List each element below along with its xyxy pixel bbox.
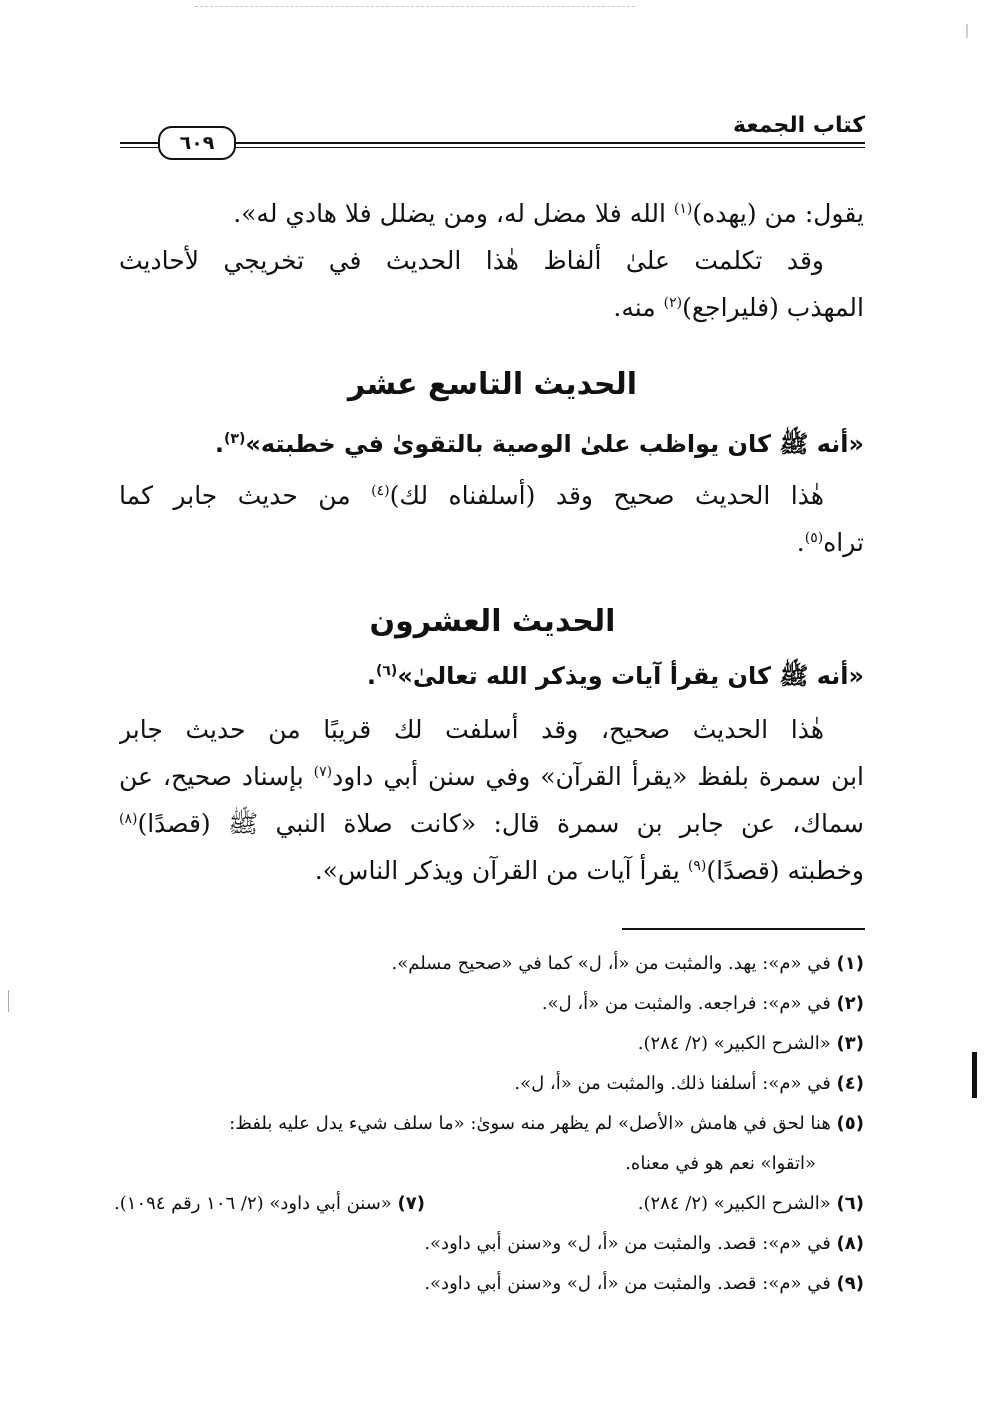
section-title-20: الحديث العشرون: [369, 604, 616, 639]
footnote-ref[interactable]: (٩): [687, 858, 707, 874]
text-run: الله فلا مضل له، ومن يضلل فلا هادي له».: [233, 199, 674, 228]
text-line: [119, 472, 864, 519]
footnote-1: [114, 944, 864, 984]
footnote-text: في «م»: يهد. والمثبت من «أ، ل» كما في «صحيح مسلم».: [391, 953, 837, 974]
text-run: يقول: من (يهده): [692, 199, 864, 228]
text-run: هٰذا الحديث صحيح وقد (أسلفناه لك): [389, 481, 825, 510]
footnote-ref[interactable]: (٦): [375, 663, 398, 679]
text-run: من حديث جابر كما: [119, 481, 372, 510]
footnote-7: [114, 1184, 425, 1224]
footnote-text: في «م»: قصد. والمثبت من «أ، ل» و«سنن أبي داود».: [424, 1273, 837, 1294]
footnote-number: (٤): [836, 1073, 864, 1094]
text-run: .: [214, 430, 224, 458]
footnote-4: [114, 1064, 864, 1104]
footnote-6-7: [114, 1184, 864, 1224]
text-line: [119, 847, 864, 894]
running-title: كتاب الجمعة: [733, 113, 865, 138]
section-20-body: [119, 706, 864, 894]
text-line: [119, 519, 864, 566]
text-line: [119, 190, 864, 237]
text-run: .: [796, 528, 805, 557]
text-run: وخطبته (قصدًا): [706, 856, 864, 885]
footnote-number: (٢): [836, 993, 864, 1014]
section-title-19: الحديث التاسع عشر: [347, 367, 638, 402]
hadith-quote-20: [119, 656, 864, 696]
scan-margin-tick: [8, 990, 9, 1012]
text-run: سماك، عن جابر بن سمرة قال: «كانت صلاة النبي ﷺ (قصدًا): [137, 809, 864, 838]
text-run: المهذب (فليراجع): [682, 293, 864, 322]
footnote-ref[interactable]: (٥): [804, 530, 824, 546]
text-line: هٰذا الحديث صحيح، وقد أسلفت لك قريبًا من حديث جابر: [119, 715, 824, 744]
footnote-ref[interactable]: (١): [673, 201, 693, 217]
footnote-number: (١): [836, 953, 864, 974]
footnote-ref[interactable]: (٨): [119, 811, 138, 827]
text-run: يقرأ آيات من القرآن ويذكر الناس».: [314, 856, 688, 885]
page-number: ٦٠٩: [158, 126, 236, 160]
footnote-2: [114, 984, 864, 1024]
hadith-quote-19: [119, 424, 864, 464]
text-line: [119, 800, 864, 847]
footnotes: [114, 944, 864, 1304]
text-line: [119, 284, 864, 331]
text-run: «أنه ﷺ كان يواظب علىٰ الوصية بالتقوىٰ في خطبته»: [245, 430, 864, 458]
footnote-text: هنا لحق في هامش «الأصل» لم يظهر منه سوىٰ: «ما سلف شيء يدل عليه بلفظ:: [229, 1113, 837, 1134]
footnote-6: [638, 1184, 864, 1224]
scan-artifact: [966, 24, 968, 38]
footnote-text: في «م»: فراجعه. والمثبت من «أ، ل».: [541, 993, 837, 1014]
footnote-ref[interactable]: (٧): [313, 764, 333, 780]
footnote-8: [114, 1224, 864, 1264]
text-line: [119, 753, 864, 800]
footnote-number: (٩): [836, 1273, 864, 1294]
footnote-number: (٦): [836, 1193, 864, 1214]
footnote-number: (٨): [836, 1233, 864, 1254]
footnote-text: «الشرح الكبير» (٢/ ٢٨٤).: [637, 1193, 837, 1214]
page-header: [120, 112, 865, 152]
footnote-ref[interactable]: (٢): [663, 295, 683, 311]
footnote-ref[interactable]: (٤): [371, 483, 390, 499]
text-run: .: [366, 662, 376, 690]
section-19-body: [119, 472, 864, 566]
footnote-text: في «م»: أسلفنا ذلك. والمثبت من «أ، ل».: [514, 1073, 837, 1094]
text-run: «أنه ﷺ كان يقرأ آيات ويذكر الله تعالىٰ»: [397, 662, 864, 690]
footnote-5-continued: «اتقوا» نعم هو في معناه.: [625, 1153, 816, 1174]
footnote-number: (٥): [836, 1113, 864, 1134]
footnote-text: في «م»: قصد. والمثبت من «أ، ل» و«سنن أبي داود».: [424, 1233, 837, 1254]
text-run: منه.: [613, 293, 664, 322]
footnote-text: «الشرح الكبير» (٢/ ٢٨٤).: [637, 1033, 837, 1054]
footnote-5: [114, 1104, 864, 1144]
footnote-9: [114, 1264, 864, 1304]
text-run: ابن سمرة بلفظ «يقرأ القرآن» وفي سنن أبي داود: [332, 762, 864, 791]
footnote-3: [114, 1024, 864, 1064]
text-line: وقد تكلمت علىٰ ألفاظ هٰذا الحديث في تخريجي لأحاديث: [119, 246, 824, 275]
text-run: تراه: [823, 528, 864, 557]
scan-artifact: [195, 6, 635, 9]
footnote-separator: [622, 928, 865, 930]
text-run: بإسناد صحيح، عن: [119, 762, 314, 791]
footnote-text: «سنن أبي داود» (٢/ ١٠٦ رقم ١٠٩٤).: [114, 1193, 398, 1214]
opening-paragraph: [119, 190, 864, 331]
scan-margin-mark: [972, 1052, 977, 1098]
footnote-number: (٧): [397, 1193, 425, 1214]
footnote-ref[interactable]: (٣): [223, 431, 246, 447]
footnote-number: (٣): [836, 1033, 864, 1054]
